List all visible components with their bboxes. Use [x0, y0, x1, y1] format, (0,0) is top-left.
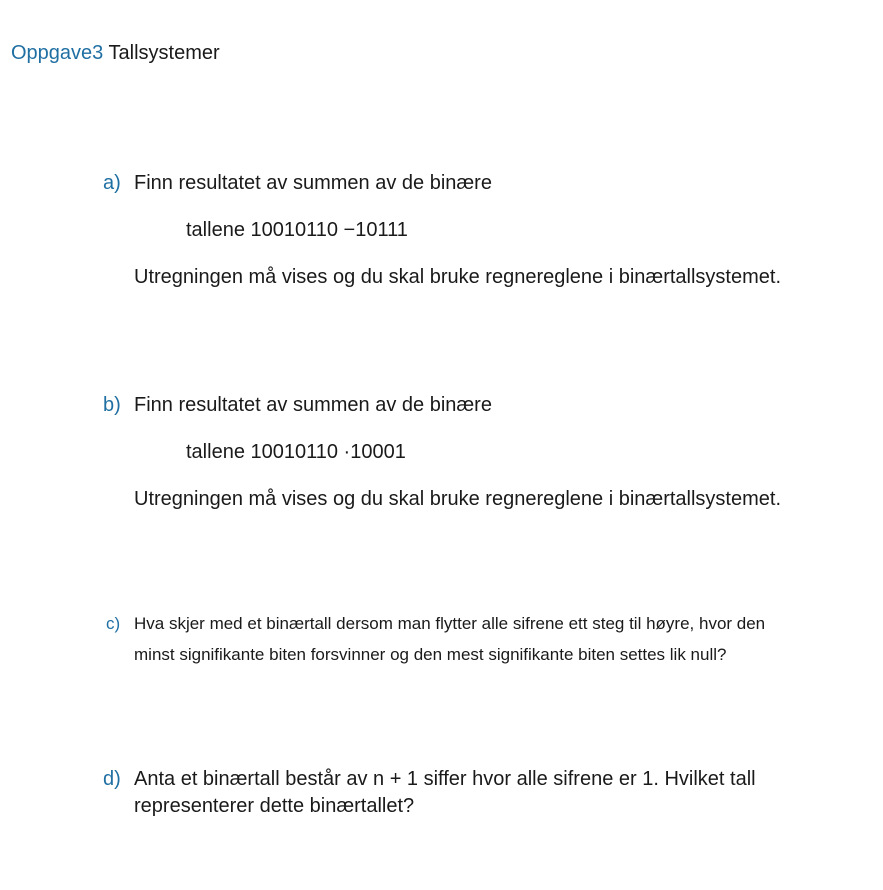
- task-expression: tallene 10010110 ·10001: [186, 441, 406, 463]
- task-text-line: minst signifikante biten forsvinner og den mest signifikante biten settes lik null?: [134, 645, 727, 664]
- task-c: [103, 613, 863, 673]
- task-text-line: Finn resultatet av summen av de binære: [134, 172, 492, 194]
- task-expression: tallene 10010110 −10111: [186, 219, 408, 241]
- task-text-line: representerer dette binærtallet?: [134, 795, 415, 817]
- task-text-line: Finn resultatet av summen av de binære: [134, 394, 492, 416]
- task-letter: b): [103, 394, 121, 416]
- task-letter: c): [106, 614, 121, 633]
- assignment-title: Tallsystemer: [108, 42, 220, 64]
- task-letter: a): [103, 172, 121, 194]
- task-d: [103, 767, 863, 827]
- task-b: [103, 393, 863, 510]
- task-text-line: Anta et binærtall består av n + 1 siffer hvor alle sifrene er 1. Hvilket tall: [134, 768, 756, 790]
- task-instruction: Utregningen må vises og du skal bruke regnereglene i binærtallsystemet.: [134, 488, 782, 510]
- assignment-heading: [11, 41, 220, 65]
- task-text-line: Hva skjer med et binærtall dersom man flytter alle sifrene ett steg til høyre, hvor den: [134, 614, 766, 633]
- task-letter: d): [103, 768, 121, 790]
- assignment-label: Oppgave3: [11, 42, 104, 64]
- task-a: [103, 171, 863, 288]
- task-instruction: Utregningen må vises og du skal bruke regnereglene i binærtallsystemet.: [134, 266, 782, 288]
